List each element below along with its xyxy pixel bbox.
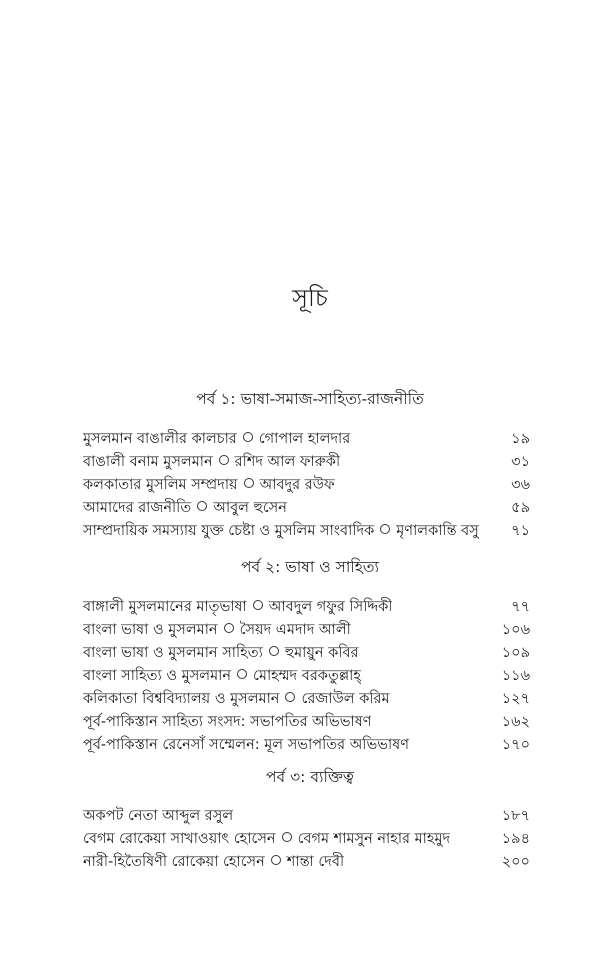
entry-title: মুসলমান বাঙালীর কালচার: [83, 431, 237, 447]
entry-page-number: ১০৬: [501, 622, 530, 638]
entry-author: আবদুল গফুর সিদ্দিকী: [268, 599, 393, 615]
toc-entry[interactable]: [83, 451, 530, 473]
section-title-1: পর্ব ১: ভাষা-সমাজ-সাহিত্য-রাজনীতি: [196, 390, 424, 408]
entry-author: আবুল হুসেন: [213, 500, 287, 516]
entry-title: নারী-হিতৈষিণী রোকেয়া হোসেন: [83, 854, 265, 870]
entry-author: মৃণালকান্তি বসু: [396, 523, 479, 539]
section-title-3: পর্ব ৩: ব্যক্তিত্ব: [266, 768, 354, 786]
entry-author: শান্তা দেবী: [286, 854, 345, 870]
entry-author: সৈয়দ এমদাদ আলী: [239, 622, 351, 638]
toc-entry[interactable]: [83, 688, 530, 710]
toc-entry[interactable]: [83, 665, 530, 687]
toc-entry[interactable]: [83, 596, 530, 618]
entry-title: বাংলা সাহিত্য ও মুসলমান: [83, 668, 232, 684]
entry-title: বাঙ্গালী মুসলমানের মাতৃভাষা: [83, 599, 247, 615]
entry-page-number: ২০০: [501, 854, 530, 870]
entry-page-number: ১৭০: [501, 737, 530, 753]
page-title: সূচি: [292, 284, 328, 312]
toc-entry[interactable]: [83, 711, 530, 733]
toc-entry[interactable]: [83, 497, 530, 519]
toc-entry[interactable]: [83, 828, 530, 850]
entry-title: বেগম রোকেয়া সাখাওয়াৎ হোসেন: [83, 831, 276, 847]
entry-title: পূর্ব-পাকিস্তান সাহিত্য সংসদ: সভাপতির অভিভাষণ: [83, 714, 372, 730]
entry-page-number: ৩৬: [511, 477, 530, 493]
entry-page-number: ১১৬: [501, 668, 530, 684]
entry-author: মোহম্মদ বরকতুল্লাহ্: [253, 668, 361, 684]
separator-circle-icon: [243, 432, 253, 442]
toc-entry[interactable]: [83, 851, 530, 873]
entry-title: অকপট নেতা আব্দুল রসুল: [83, 808, 234, 824]
entry-page-number: ১৬২: [501, 714, 530, 730]
separator-circle-icon: [219, 455, 229, 465]
separator-circle-icon: [269, 646, 279, 656]
entry-page-number: ৭৭: [511, 599, 530, 615]
separator-circle-icon: [285, 692, 295, 702]
entry-title: বাঙালী বনাম মুসলমান: [83, 454, 213, 470]
separator-circle-icon: [253, 600, 263, 610]
entry-page-number: ১০৯: [501, 645, 530, 661]
separator-circle-icon: [224, 623, 234, 633]
entry-page-number: ১৮৭: [501, 808, 530, 824]
entry-title: কলিকাতা বিশ্ববিদ্যালয় ও মুসলমান: [83, 691, 280, 707]
entry-page-number: ৩১: [511, 454, 530, 470]
separator-circle-icon: [244, 478, 254, 488]
entry-page-number: ৭১: [511, 523, 530, 539]
separator-circle-icon: [197, 501, 207, 511]
entry-author: গোপাল হালদার: [258, 431, 351, 447]
toc-entry[interactable]: [83, 805, 530, 827]
toc-entry[interactable]: [83, 428, 530, 450]
entry-author: রশিদ আল ফারুকী: [234, 454, 341, 470]
entry-page-number: ৫৯: [511, 500, 530, 516]
separator-circle-icon: [237, 669, 247, 679]
entry-page-number: ১২৭: [501, 691, 530, 707]
entry-author: আবদুর রউফ: [259, 477, 335, 493]
entry-title: বাংলা ভাষা ও মুসলমান: [83, 622, 218, 638]
separator-circle-icon: [380, 524, 390, 534]
toc-entry[interactable]: [83, 642, 530, 664]
entry-title: কলকাতার মুসলিম সম্প্রদায়: [83, 477, 238, 493]
section-title-2: পর্ব ২: ভাষা ও সাহিত্য: [240, 558, 380, 576]
entry-author: হুমায়ুন কবির: [284, 645, 359, 661]
entry-author: রেজাউল করিম: [301, 691, 390, 707]
separator-circle-icon: [271, 855, 281, 865]
toc-entry[interactable]: [83, 619, 530, 641]
toc-entry[interactable]: [83, 520, 530, 542]
entry-title: বাংলা ভাষা ও মুসলমান সাহিত্য: [83, 645, 263, 661]
entry-page-number: ১৯৪: [501, 831, 530, 847]
toc-entry[interactable]: [83, 734, 530, 756]
separator-circle-icon: [282, 832, 292, 842]
entry-title: পূর্ব-পাকিস্তান রেনেসাঁ সম্মেলন: মূল সভাপতির অভিভাষণ: [83, 737, 410, 753]
entry-title: আমাদের রাজনীতি: [83, 500, 192, 516]
entry-author: বেগম শামসুন নাহার মাহমুদ: [297, 831, 451, 847]
toc-entry[interactable]: [83, 474, 530, 496]
entry-page-number: ১৯: [511, 431, 530, 447]
entry-title: সাম্প্রদায়িক সমস্যায় যুক্ত চেষ্টা ও মুসলিম সাংবাদিক: [83, 523, 375, 539]
